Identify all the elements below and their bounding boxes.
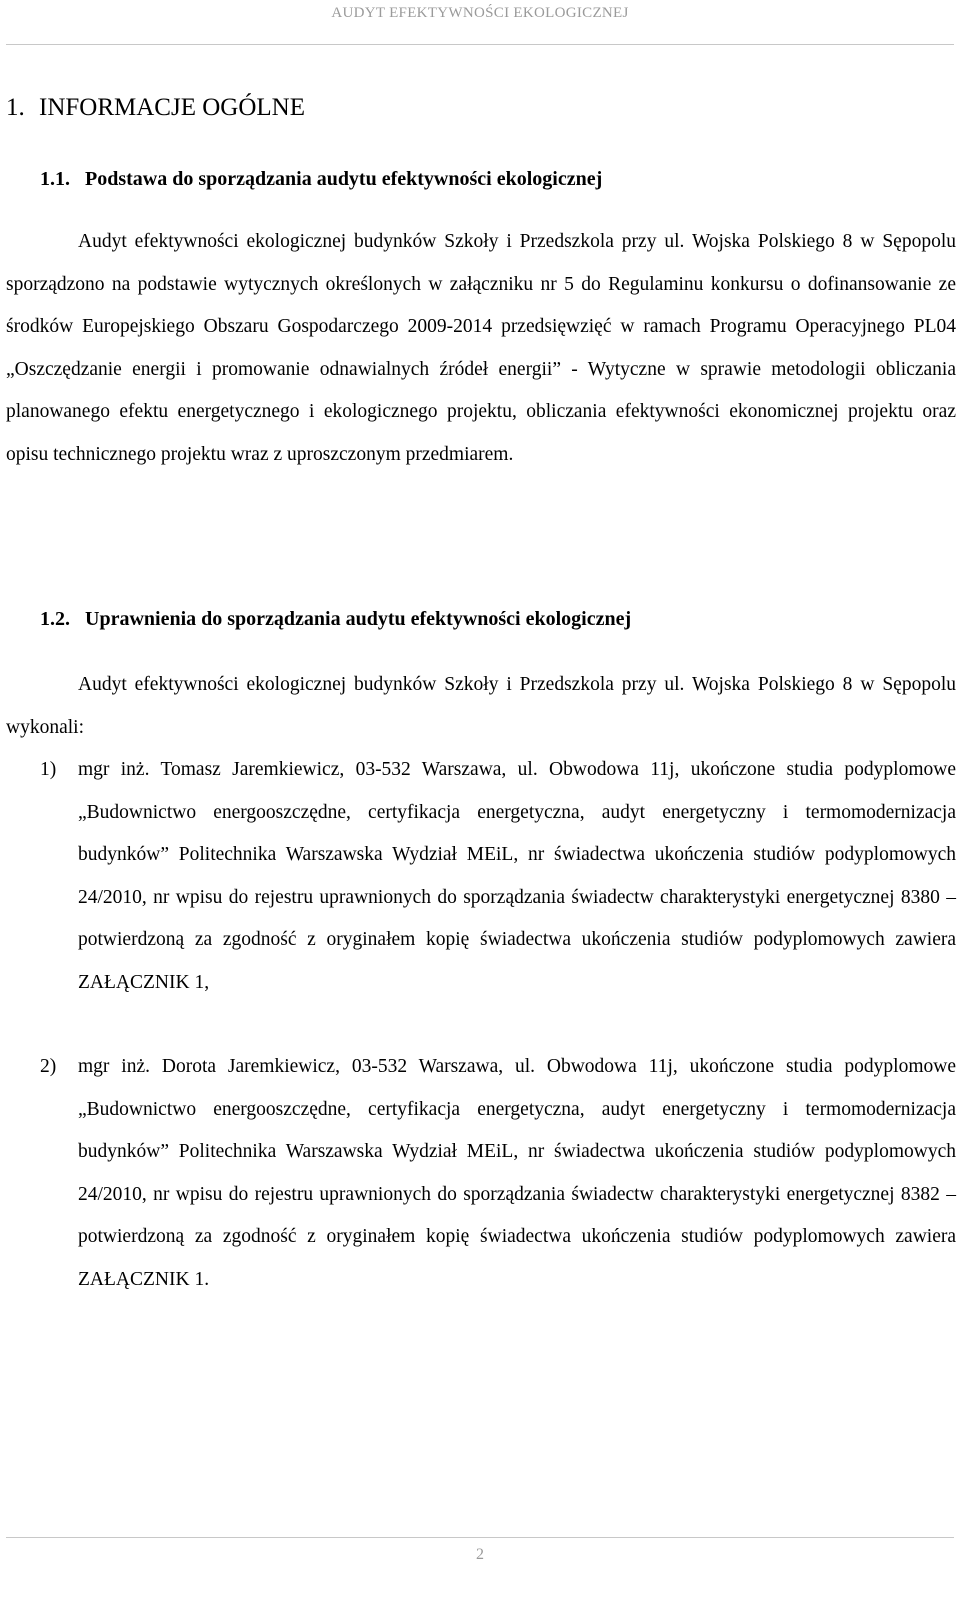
section-number: 1.: [6, 94, 25, 121]
subsection-2-heading: [40, 606, 631, 632]
list-item-number: 2): [40, 1056, 57, 1077]
subsection-1-paragraph-text: Audyt efektywności ekologicznej budynków Szkoły i Przedszkola przy ul. Wojska Polskiego 8 w Sępopolu sporządzono na podstawie wytycznych określonych w załączniku nr 5 do Regulaminu konkursu o dofinansowanie ze środków Europejskiego Obszaru Gospodarczego 2009-2014 przedsięwzięć w ramach Programu Operacyjnego PL04 „Oszczędzanie energii i promowanie odnawialnych źródeł energii” - Wytyczne w sprawie metodologii obliczania planowanego efektu energetycznego i ekologicznego projektu, obliczania efektywności ekonomicznej projektu oraz opisu technicznego projektu wraz z uproszczonym przedmiarem.: [6, 231, 956, 465]
subsection-1-title: Podstawa do sporządzania audytu efektywności ekologicznej: [85, 168, 603, 190]
subsection-2-title: Uprawnienia do sporządzania audytu efektywności ekologicznej: [85, 608, 632, 630]
subsection-2-number: 1.2.: [40, 608, 70, 630]
header-divider: [6, 44, 954, 45]
section-heading: [6, 93, 305, 123]
running-header: AUDYT EFEKTYWNOŚCI EKOLOGICZNEJ: [331, 5, 629, 21]
subsection-1-paragraph: [6, 221, 956, 476]
list-item-text: mgr inż. Dorota Jaremkiewicz, 03-532 Warszawa, ul. Obwodowa 11j, ukończone studia podyplomowe „Budownictwo energooszczędne, certyfikacja energetyczna, audyt energetyczny i termomodernizacja budynków” Politechnika Warszawska Wydział MEiL, nr świadectwa ukończenia studiów podyplomowych 24/2010, nr wpisu do rejestru uprawnionych do sporządzania świadectw charakterystyki energetycznej 8382 – potwierdzoną za zgodność z oryginałem kopię świadectwa ukończenia studiów podyplomowych zawiera ZAŁĄCZNIK 1.: [78, 1056, 956, 1290]
footer-divider: [6, 1537, 954, 1538]
list-item-text: mgr inż. Tomasz Jaremkiewicz, 03-532 Warszawa, ul. Obwodowa 11j, ukończone studia podyplomowe „Budownictwo energooszczędne, certyfikacja energetyczna, audyt energetyczny i termomodernizacja budynków” Politechnika Warszawska Wydział MEiL, nr świadectwa ukończenia studiów podyplomowych 24/2010, nr wpisu do rejestru uprawnionych do sporządzania świadectw charakterystyki energetycznej 8380 – potwierdzoną za zgodność z oryginałem kopię świadectwa ukończenia studiów podyplomowych zawiera ZAŁĄCZNIK 1,: [78, 759, 956, 993]
section-title: INFORMACJE OGÓLNE: [39, 94, 305, 121]
list-item-number: 1): [40, 759, 57, 780]
subsection-2-paragraph-text: Audyt efektywności ekologicznej budynków Szkoły i Przedszkola przy ul. Wojska Polskiego 8 w Sępopolu wykonali:: [6, 674, 956, 738]
subsection-2-paragraph: [6, 664, 956, 749]
subsection-1-number: 1.1.: [40, 168, 70, 190]
subsection-1-heading: [40, 166, 602, 192]
page-number: 2: [476, 1546, 484, 1563]
